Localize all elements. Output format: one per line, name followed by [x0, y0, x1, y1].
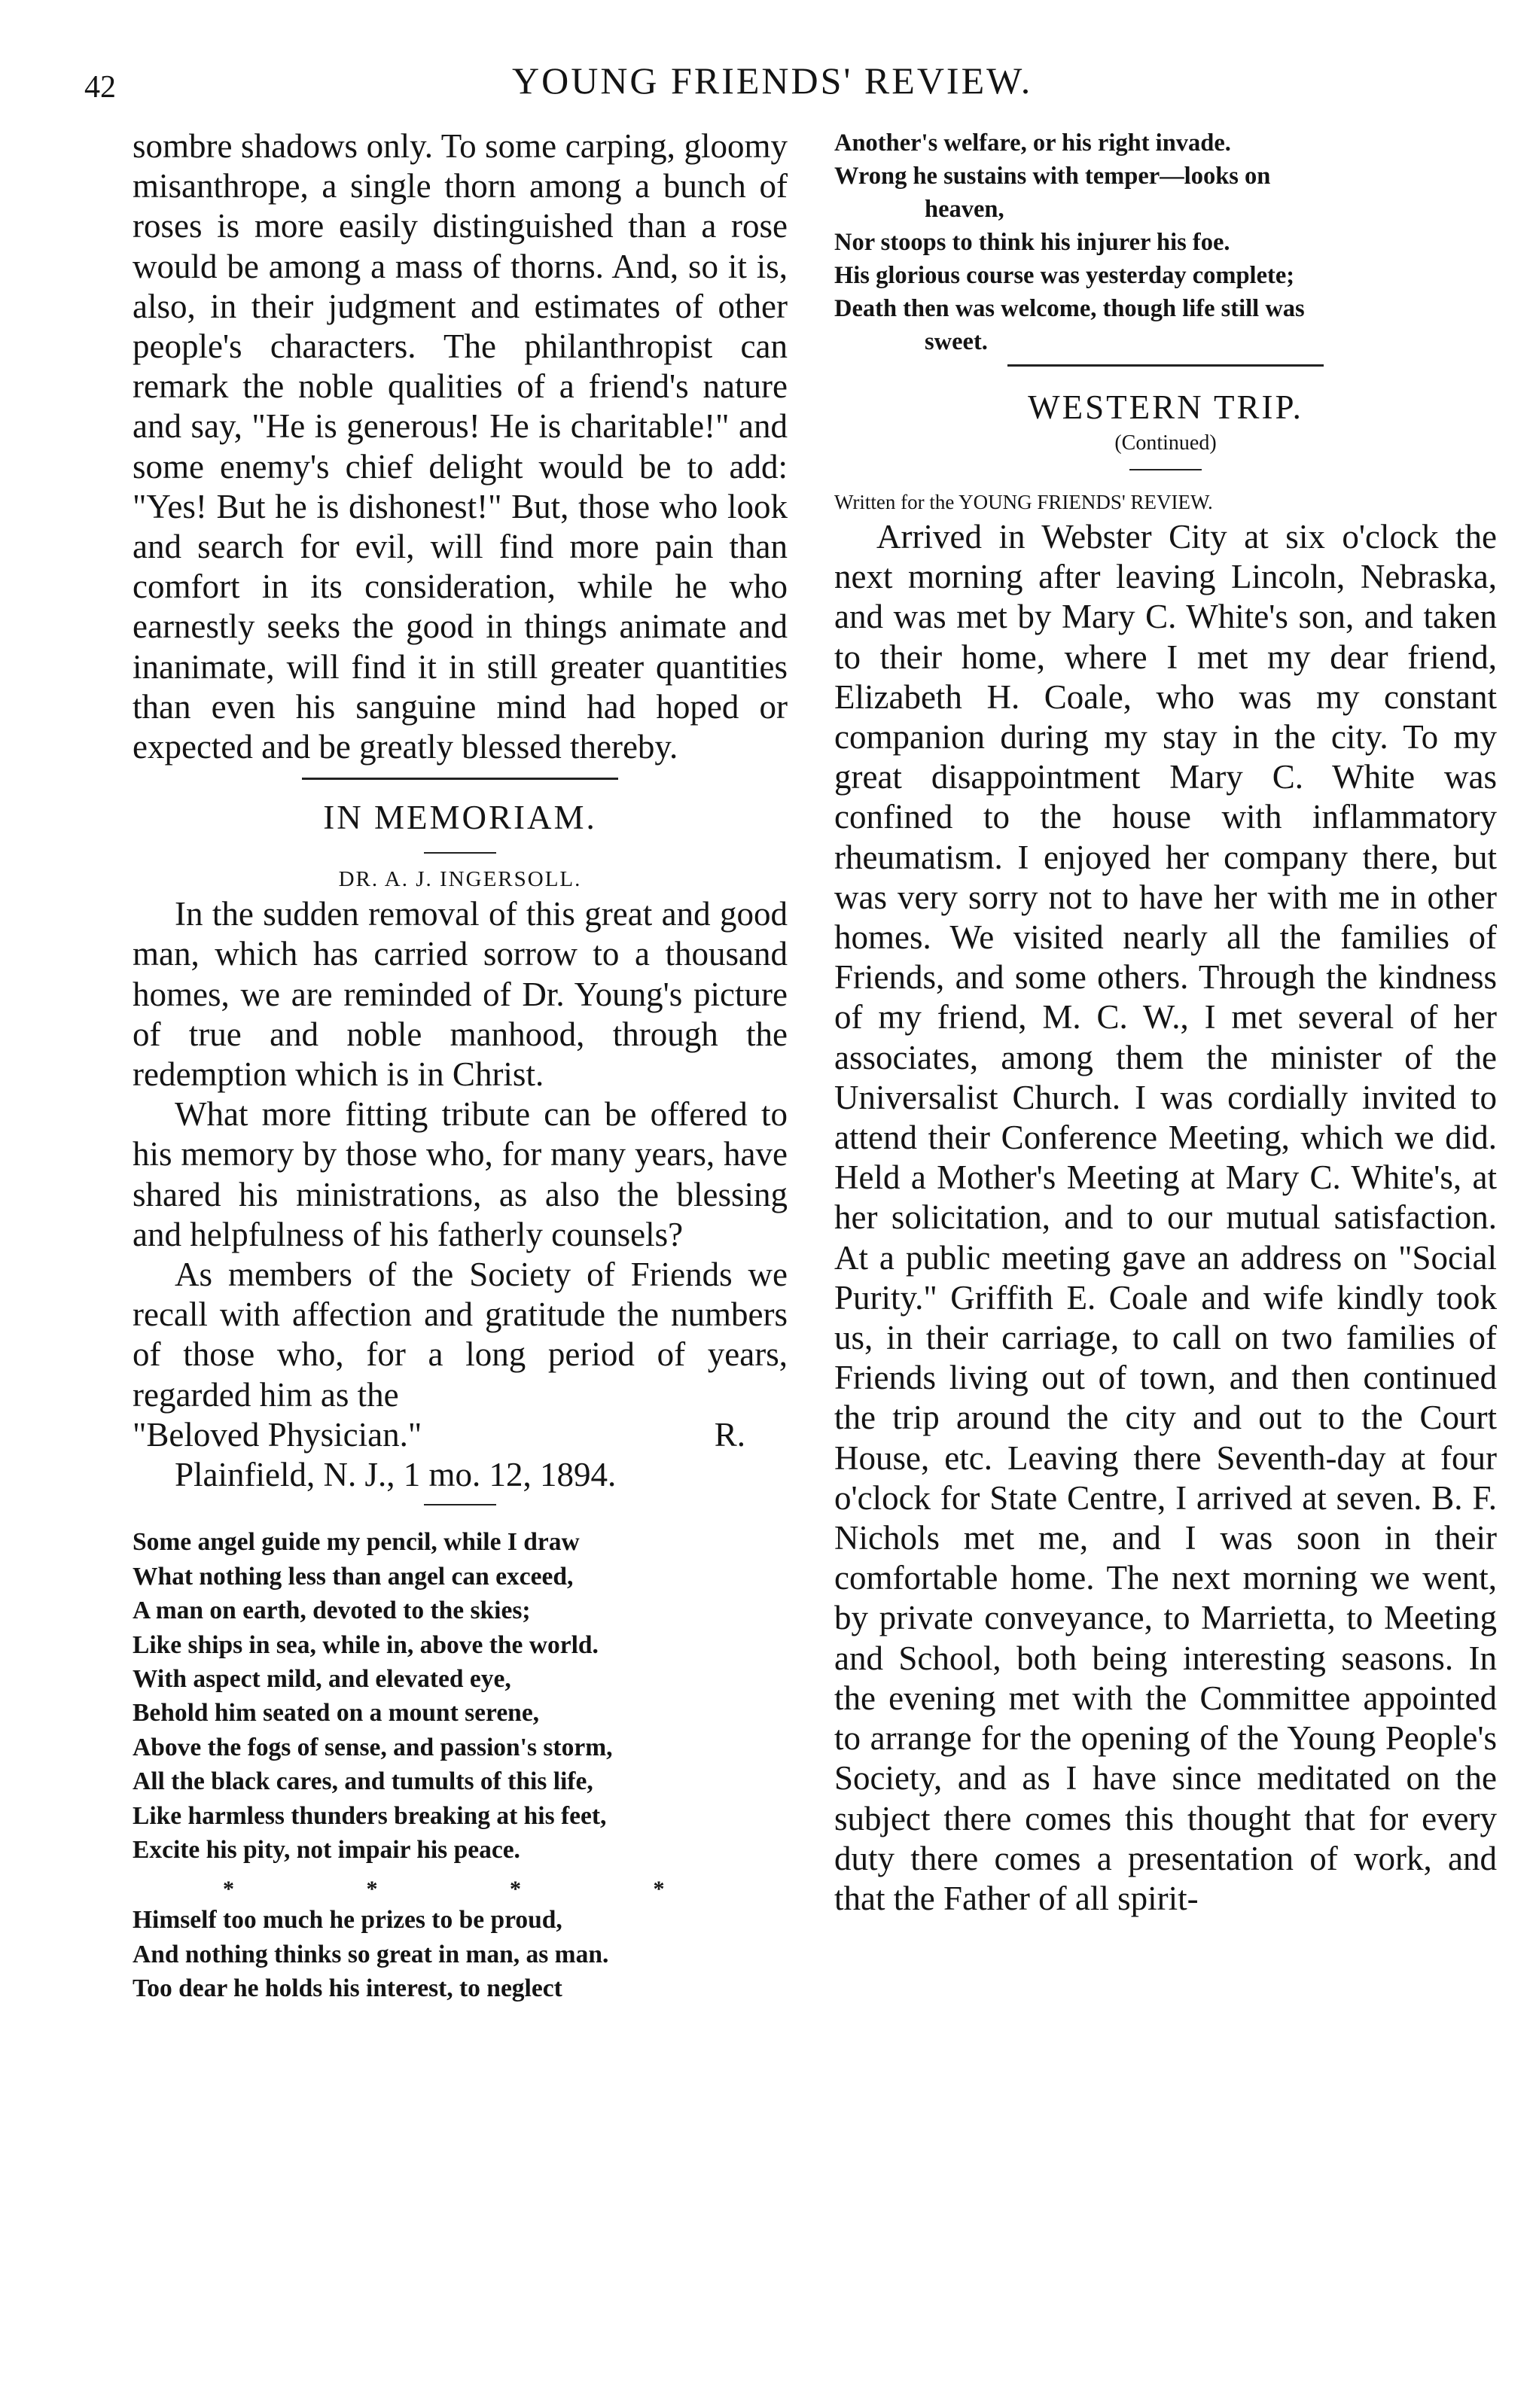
poem-line: Nor stoops to think his injurer his foe.	[834, 229, 1230, 256]
poem-line: All the black cares, and tumults of this life,	[133, 1767, 593, 1796]
poem-line: Like harmless thunders breaking at his feet,	[133, 1801, 607, 1830]
section-divider	[1007, 364, 1324, 367]
poem-line: Behold him seated on a mount serene,	[133, 1699, 540, 1728]
right-column	[834, 126, 1497, 1919]
memoriam-paragraph: As members of the Society of Friends we recall with affection and gratitude the numbers of those who, for a long period of years, regarded him as the	[133, 1256, 788, 1414]
written-for-credit: Written for the YOUNG FRIENDS' REVIEW.	[834, 491, 1213, 513]
poem-line: sweet.	[925, 328, 988, 355]
page-number: 42	[84, 70, 116, 105]
poem-line: What nothing less than angel can exceed,	[133, 1562, 574, 1591]
journal-title: YOUNG FRIENDS' REVIEW.	[512, 59, 1033, 102]
left-column	[133, 126, 788, 2006]
poem-stanza	[133, 1525, 788, 1867]
poem-line: His glorious course was yesterday complete;	[834, 262, 1295, 289]
poem-stanza	[133, 1903, 788, 2005]
poem-line: And nothing thinks so great in man, as man.	[133, 1940, 609, 1968]
title-rule	[1129, 469, 1202, 470]
poem-line: A man on earth, devoted to the skies;	[133, 1597, 531, 1625]
memoriam-closing	[133, 1415, 788, 1455]
poem-line: Wrong he sustains with temper—looks on	[834, 163, 1271, 190]
poem-line: Himself too much he prizes to be proud,	[133, 1906, 562, 1935]
poem-rule	[424, 1504, 496, 1505]
memoriam-closing-text: "Beloved Physician."	[133, 1415, 422, 1454]
article-body: Arrived in Webster City at six o'clock the next morning after leaving Lincoln, Nebraska, and was met by Mary C. White's son, and taken to their home, where I met my dear friend, Elizabeth H. Coale, who was my constant companion during my stay in the city. To my great disappointment Mary C. White was confined to the house with inflammatory rheumatism. I enjoyed her company there, but was very sorry not to have her with me in other homes. We visited nearly all the families of Friends, and some others. Through the kindness of my friend, M. C. W., I met several of her associates, among them the minister of the Universalist Church. I was cordially invited to attend their Conference Meeting, which we did. Held a Mother's Meeting at Mary C. White's, at her solicitation, and to our mutual satisfaction. At a public meeting gave an address on "Social Purity." Griffith E. Coale and wife kindly took us, in their carriage, to call on two families of Friends living out of town, and then continued the trip around the city and out to the Court House, etc. Leaving there Seventh-day at four o'clock for State Centre, I arrived at seven. B. F. Nichols met me, and I was soon in their comfortable home. The next morning we went, by private conveyance, to Marrietta, to Meeting and School, both being interesting seasons. In the evening met with the Committee appointed to arrange for the opening of the Young People's Society, and as I have since meditated on the subject there comes this thought that for every duty there comes a presentation of work, and that the Father of all spirit-	[834, 518, 1497, 1917]
poem-line: heaven,	[925, 196, 1004, 223]
title-rule	[424, 852, 496, 854]
poem-line: Too dear he holds his interest, to neglect	[133, 1974, 562, 2003]
article-subtitle: (Continued)	[1114, 431, 1217, 455]
memoriam-byline: DR. A. J. INGERSOLL.	[338, 867, 582, 892]
poem-line: Another's welfare, or his right invade.	[834, 129, 1231, 157]
poem-line: Like ships in sea, while in, above the world.	[133, 1630, 599, 1659]
memoriam-title: IN MEMORIAM.	[323, 799, 597, 837]
article-title: WESTERN TRIP.	[1028, 388, 1303, 426]
section-divider	[302, 778, 618, 780]
poem-line: With aspect mild, and elevated eye,	[133, 1664, 511, 1693]
memoriam-paragraph: What more fitting tribute can be offered to his memory by those who, for many years, have shared his ministrations, as also the blessing and helpfulness of his fatherly counsels?	[133, 1095, 788, 1253]
poem-line: Above the fogs of sense, and passion's storm,	[133, 1733, 613, 1761]
poem-continued	[834, 126, 1497, 358]
memoriam-signature: R.	[714, 1415, 745, 1454]
poem-line: Death then was welcome, though life still was	[834, 295, 1305, 322]
poem-line: Some angel guide my pencil, while I draw	[133, 1528, 580, 1557]
essay-paragraph: sombre shadows only. To some carping, gloomy misanthrope, a single thorn among a bunch of roses is more easily distinguished than a rose would be among a mass of thorns. And, so it is, also, in their judgment and estimates of other people's characters. The philanthropist can remark the noble qualities of a friend's nature and say, "He is generous! He is charitable!" and some enemy's chief delight would be to add: "Yes! But he is dishonest!" But, those who look and search for evil, will find more pain than comfort in its consideration, while he who earnestly seeks the good in things animate and inanimate, will find it in still greater quantities than even his sanguine mind had hoped or expected and be greatly blessed thereby.	[133, 127, 788, 766]
memoriam-paragraph: In the sudden removal of this great and good man, which has carried sorrow to a thousand homes, we are reminded of Dr. Young's picture of true and noble manhood, through the redemption which is in Christ.	[133, 895, 788, 1094]
memoriam-dateline: Plainfield, N. J., 1 mo. 12, 1894.	[175, 1456, 617, 1494]
poem-line: Excite his pity, not impair his peace.	[133, 1835, 520, 1864]
poem-asterisms: * * * *	[223, 1877, 728, 1902]
